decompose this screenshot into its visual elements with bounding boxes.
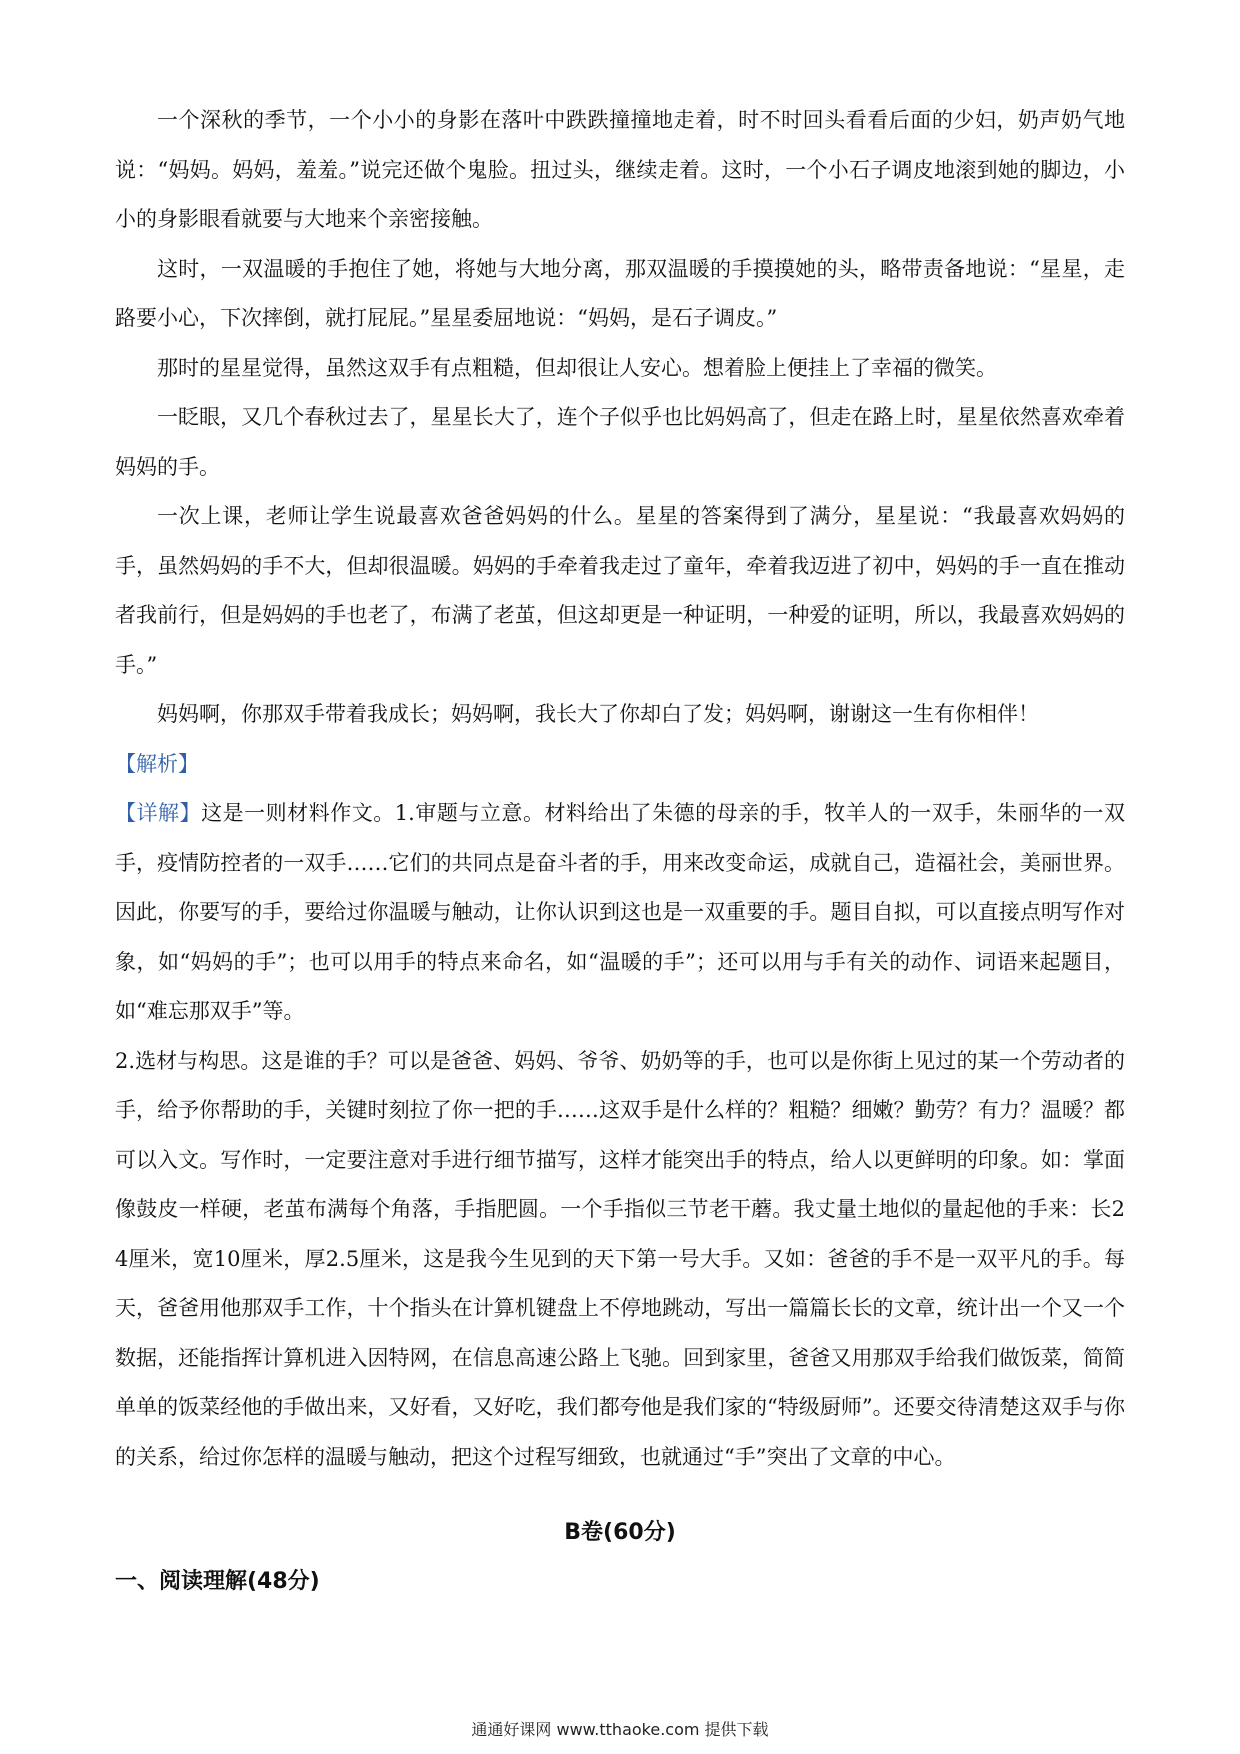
story-paragraph-5: 一次上课，老师让学生说最喜欢爸爸妈妈的什么。星星的答案得到了满分，星星说：“我最喜欢妈妈的手，虽然妈妈的手不大，但却很温暖。妈妈的手牵着我走过了童年，牵着我迈进了初中，妈妈的手一直在推动者我前行，但是妈妈的手也老了，布满了老茧，但这却更是一种证明，一种爱的证明，所以，我最喜欢妈妈的手。” (115, 504, 1125, 677)
section-b-title: B卷(60分) (564, 1520, 676, 1545)
analysis-point-2: 2.选材与构思。这是谁的手？可以是爸爸、妈妈、爷爷、奶奶等的手，也可以是你街上见过的某一个劳动者的手，给予你帮助的手，关键时刻拉了你一把的手……这双手是什么样的？粗糙？细嫩？勤劳？有力？温暖？都可以入文。写作时，一定要注意对手进行细节描写，这样才能突出手的特点，给人以更鲜明的印象。如：掌面像鼓皮一样硬，老茧布满每个角落，手指肥圆。一个手指似三节老干蘑。我丈量土地似的量起他的手来：长24厘米，宽10厘米，厚2.5厘米，这是我今生见到的天下第一号大手。又如：爸爸的手不是一双平凡的手。每天，爸爸用他那双手工作，十个指头在计算机键盘上不停地跳动，写出一篇篇长长的文章，统计出一个又一个数据，还能指挥计算机进入因特网，在信息高速公路上飞驰。回到家里，爸爸又用那双手给我们做饭菜，简简单单的饭菜经他的手做出来，又好看，又好吃，我们都夸他是我们家的“特级厨师”。还要交待清楚这双手与你的关系，给过你怎样的温暖与触动，把这个过程写细致，也就通过“手”突出了文章的中心。 (115, 1048, 1125, 1469)
page-footer: 通通好课网 www.tthaoke.com 提供下载 (471, 1720, 769, 1739)
analysis-detail (115, 789, 1125, 1037)
analysis-heading: 【解析】 (115, 751, 199, 776)
story-paragraph-1: 一个深秋的季节，一个小小的身影在落叶中跌跌撞撞地走着，时不时回头看看后面的少妇，奶声奶气地说：“妈妈。妈妈，羞羞。”说完还做个鬼脸。扭过头，继续走着。这时，一个小石子调皮地滚到她的脚边，小小的身影眼看就要与大地来个亲密接触。 (115, 108, 1125, 231)
document-body (115, 96, 1125, 1482)
detail-label: 【详解】 (115, 801, 202, 825)
story-paragraph-6: 妈妈啊，你那双手带着我成长；妈妈啊，我长大了你却白了发；妈妈啊，谢谢这一生有你相伴！ (157, 702, 1039, 726)
story-paragraph-2: 这时，一双温暖的手抱住了她，将她与大地分离，那双温暖的手摸摸她的头，略带责备地说：“星星，走路要小心，下次摔倒，就打屁屁。”星星委屈地说：“妈妈，是石子调皮。” (115, 256, 1125, 330)
detail-text: 这是一则材料作文。1.审题与立意。材料给出了朱德的母亲的手，牧羊人的一双手，朱丽华的一双手，疫情防控者的一双手……它们的共同点是奋斗者的手，用来改变命运，成就自己，造福社会，美丽世界。因此，你要写的手，要给过你温暖与触动，让你认识到这也是一双重要的手。题目自拟，可以直接点明写作对象，如“妈妈的手”；也可以用手的特点来命名，如“温暖的手”；还可以用与手有关的动作、词语来起题目，如“难忘那双手”等。 (115, 801, 1125, 1023)
reading-part-title: 一、阅读理解(48分) (115, 1569, 320, 1594)
story-paragraph-4: 一眨眼，又几个春秋过去了，星星长大了，连个子似乎也比妈妈高了，但走在路上时，星星依然喜欢牵着妈妈的手。 (115, 405, 1125, 479)
story-paragraph-3: 那时的星星觉得，虽然这双手有点粗糙，但却很让人安心。想着脸上便挂上了幸福的微笑。 (157, 355, 997, 380)
